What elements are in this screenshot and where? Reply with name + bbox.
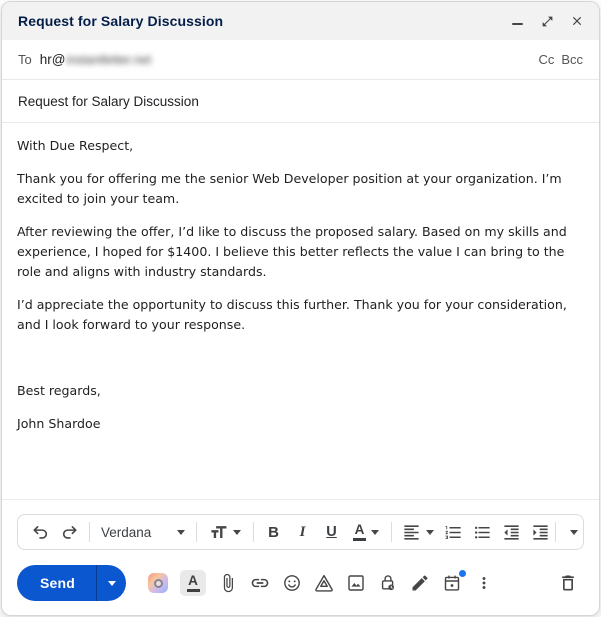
send-button[interactable] [17, 565, 96, 601]
indent-increase-icon [531, 523, 550, 542]
indent-increase-button[interactable] [526, 518, 555, 546]
format-size-icon [209, 523, 228, 542]
discard-draft-button[interactable] [558, 573, 578, 593]
emoji-icon [282, 573, 302, 593]
body-paragraph: With Due Respect, [17, 138, 134, 153]
align-left-icon [402, 523, 421, 542]
link-icon [250, 573, 270, 593]
compose-titlebar [2, 2, 599, 40]
recipients-row[interactable] [2, 40, 599, 80]
send-split-button [17, 565, 126, 601]
font-size-select[interactable] [202, 518, 248, 546]
bulleted-list-icon [473, 523, 492, 542]
help-me-write-button[interactable] [148, 573, 168, 593]
formatting-toolbar [17, 514, 584, 550]
redo-button[interactable] [55, 518, 84, 546]
font-family-value: Verdana [101, 524, 152, 540]
toolbar-divider [196, 522, 197, 542]
close-icon [570, 14, 584, 28]
attach-files-button[interactable] [218, 573, 238, 593]
undo-icon [31, 523, 50, 542]
underline-button[interactable] [317, 518, 346, 546]
to-label: To [18, 52, 32, 67]
lock-clock-icon [378, 573, 398, 593]
chevron-down-icon [371, 530, 379, 535]
calendar-button[interactable] [442, 573, 462, 593]
italic-icon: I [299, 523, 306, 540]
body-paragraph [17, 348, 584, 368]
open-in-full-icon [541, 15, 554, 28]
chevron-down-icon [108, 581, 116, 586]
underline-icon: U [326, 524, 337, 540]
text-color-button[interactable] [346, 518, 386, 546]
window-controls [509, 13, 585, 29]
bold-icon: B [268, 523, 279, 541]
body-paragraph: John Shardoe [17, 416, 101, 431]
more-formatting-button[interactable] [561, 518, 587, 546]
insert-signature-button[interactable] [410, 573, 430, 593]
text-color-icon: A [353, 523, 366, 541]
indent-decrease-button[interactable] [497, 518, 526, 546]
body-paragraph: Best regards, [17, 383, 101, 398]
notification-dot [459, 570, 466, 577]
bcc-link[interactable]: Bcc [561, 52, 583, 67]
italic-button[interactable] [288, 518, 317, 546]
numbered-list-icon [444, 523, 463, 542]
chevron-down-icon [426, 530, 434, 535]
chevron-down-icon [177, 530, 185, 535]
insert-from-drive-button[interactable] [314, 573, 334, 593]
to-address-redacted: instantletter.net [66, 52, 152, 67]
body-paragraph: After reviewing the offer, I’d like to discuss the proposed salary. Based on my skills and experience, I hoped for $1400. I believe this better reflects the value I can bring to the role and aligns with industry standards. [17, 224, 571, 279]
drive-icon [314, 573, 334, 593]
insert-photo-button[interactable] [346, 573, 366, 593]
toolbar-divider [555, 522, 556, 542]
align-button[interactable] [397, 518, 439, 546]
undo-button[interactable] [26, 518, 55, 546]
more-vert-icon [475, 574, 493, 592]
paperclip-icon [218, 573, 238, 593]
more-options-button[interactable] [474, 573, 494, 593]
body-paragraph: I’d appreciate the opportunity to discuss this further. Thank you for your consideration, and I look forward to your response. [17, 297, 571, 332]
minimize-icon [512, 23, 523, 25]
minimize-button[interactable] [509, 13, 525, 29]
bulleted-list-button[interactable] [468, 518, 497, 546]
close-button[interactable] [569, 13, 585, 29]
insert-emoji-button[interactable] [282, 573, 302, 593]
redo-icon [60, 523, 79, 542]
body-paragraph: Thank you for offering me the senior Web Developer position at your organization. I’m excited to join your team. [17, 171, 566, 206]
numbered-list-button[interactable] [439, 518, 468, 546]
compose-actions [148, 570, 584, 596]
formatting-icon: A [187, 574, 200, 592]
subject-input[interactable]: Request for Salary Discussion [18, 93, 199, 109]
to-address[interactable]: hr@ [39, 52, 66, 67]
confidential-mode-button[interactable] [378, 573, 398, 593]
insert-link-button[interactable] [250, 573, 270, 593]
send-label: Send [40, 575, 76, 591]
compose-window [1, 1, 600, 616]
message-body[interactable] [2, 123, 599, 499]
trash-icon [558, 573, 578, 593]
calendar-icon [442, 573, 462, 593]
ccbcc-links [538, 52, 583, 67]
subject-row[interactable] [2, 80, 599, 123]
chevron-down-icon [233, 530, 241, 535]
toolbar-divider [391, 522, 392, 542]
pen-icon [410, 573, 430, 593]
compose-footer [2, 499, 599, 615]
font-family-select[interactable] [95, 518, 191, 546]
send-options-button[interactable] [96, 565, 126, 601]
chevron-down-icon [570, 530, 578, 535]
toolbar-divider [253, 522, 254, 542]
popout-button[interactable] [539, 13, 555, 29]
image-icon [346, 573, 366, 593]
indent-decrease-icon [502, 523, 521, 542]
bold-button[interactable] [259, 518, 288, 546]
formatting-options-button[interactable] [180, 570, 206, 596]
action-bar [2, 550, 599, 615]
gemini-icon [148, 573, 168, 593]
toolbar-divider [89, 522, 90, 542]
cc-link[interactable]: Cc [538, 52, 555, 67]
window-title: Request for Salary Discussion [18, 13, 224, 29]
